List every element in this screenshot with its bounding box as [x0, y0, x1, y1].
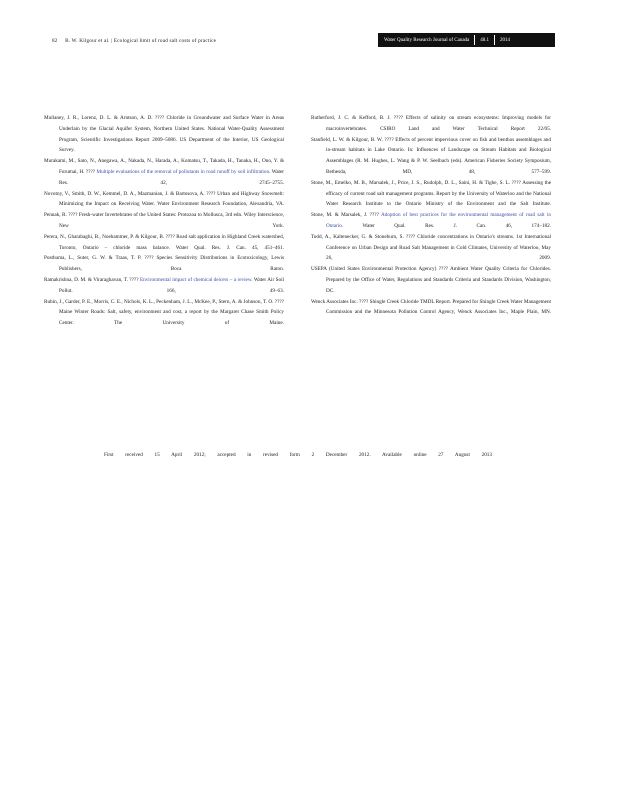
- reference-text: USEPA (United States Environmental Protection Agency) ???? Ambient Water Quality Criteria for Chlorides. Prepared by the Office of Water, Regulations and Standards Criteria and Standards Division, Washington, DC.: [311, 266, 551, 294]
- reference-entry: [44, 210, 284, 232]
- reference-text: Pennak, R. ???? Fresh-water Invertebrates of the United States: Protozoa to Mollusca, 3rd edn. Wiley Interscience, New York.: [44, 212, 284, 229]
- reference-text: Mullaney, J. R., Lorenz, D. L. & Arntson, A. D. ???? Chloride in Groundwater and Surface Water in Areas Underlain by the Glacial Aquifer System, Northern United States. National Water-Quality Assessment Program, Scientific Investigations Report 2009–5086. US Department of the Interior, US Geological Survey.: [44, 115, 284, 154]
- reference-text: Stone, M., Emelko, M. B., Marsalek, J., Price, J. S., Rudolph, D. L., Saini, H. & Tighe, S. L. ???? Assessing the efficacy of current road salt management programs. Report by the University of Waterloo and the National Water Research Institute to the Ontario Ministry of the Environment and the Salt Institute.: [311, 179, 551, 208]
- reference-text: Todd, A., Kaltenecker, G. & Stoneburn, S. ???? Chloride concentrations in Ontario's streams. 1st International Conference on Urban Design and Road Salt Management in Cold Climates, University of Waterloo, May 26, 2009.: [311, 233, 551, 262]
- reference-text: Posthuma, L., Suter, G. W. & Traas, T. P. ???? Species Sensitivity Distributions in Ecotoxicology, Lewis Publishers, Boca Raton.: [44, 255, 284, 273]
- reference-text: Stone, M. & Marsalek, J. ????: [311, 212, 381, 219]
- banner-divider: [494, 35, 495, 45]
- reference-entry: [44, 297, 284, 329]
- reference-entry: [311, 297, 551, 319]
- reference-entry: [311, 232, 551, 264]
- journal-year: 2014: [500, 37, 511, 43]
- reference-text: Rutherford, J. C. & Kefford, B. J. ???? Effects of salinity on stream ecosystems: Improving models for macroinvertebrates. CSIRO Land and Water Technical Report 22/05.: [311, 115, 551, 132]
- reference-entry: [311, 264, 551, 296]
- reference-entry: [44, 275, 284, 297]
- reference-entry: [44, 156, 284, 188]
- reference-entry: [311, 178, 551, 210]
- reference-text: Wenck Associates Inc. ???? Shingle Creek Chloride TMDL Report. Prepared for Shingle Creek Water Management Commission and the Minnesota Pollution Control Agency, Wenck Associates Inc., Maple Plain, MN.: [311, 298, 551, 316]
- journal-banner: [378, 33, 555, 47]
- reference-entry: [311, 113, 551, 135]
- reference-link[interactable]: Environmental impact of chemical deicers – a review: [139, 276, 252, 283]
- journal-name: Water Quality Research Journal of Canada: [384, 37, 470, 43]
- reference-text: Ramakrishna, D. M. & Viraraghavan, T. ????: [44, 276, 140, 283]
- running-title: B. W. Kilgour et al. | Ecological limit of road salt costs of practice: [65, 38, 217, 44]
- reference-text: Novotny, V., Smith, D. W., Kemmel, D. A., Mazmanian, J. & Bartosova, A. ???? Urban and Highway Snowmelt: Minimizing the Impact on Receiving Water. Water Environment Research Foundation, Alexandria, VA.: [44, 190, 284, 208]
- references-right-column: [311, 113, 551, 318]
- references-left-column: [44, 113, 284, 329]
- reference-entry: [44, 253, 284, 275]
- reference-text: Murakami, M., Sato, N., Anegawa, A., Nakada, N., Harada, A., Komatsu, T., Takada, H., Tanaka, H., Ono, Y. & Furumai, H. ????: [44, 158, 284, 175]
- banner-divider: [474, 35, 475, 45]
- reference-source: . Water Qual. Res. J. Can. 46, 174–182.: [341, 222, 551, 229]
- journal-volume: 48.1: [480, 37, 490, 43]
- reference-entry: [44, 189, 284, 211]
- received-dates: First received 15 April 2012; accepted in revised form 2 December 2012. Available online 27 August 2013: [104, 452, 492, 458]
- page-number: 82: [52, 38, 58, 44]
- reference-source: . Water Air Soil Pollut. 166, 49–63.: [59, 276, 284, 294]
- reference-link[interactable]: Multiple evaluations of the removal of pollutants in road runoff by soil infiltration: [96, 168, 270, 175]
- reference-entry: [311, 135, 551, 178]
- running-header: [52, 38, 222, 44]
- reference-entry: [44, 113, 284, 156]
- reference-entry: [44, 232, 284, 254]
- reference-text: Stanfield, L. W. & Kilgour, B. W. ???? Effects of percent impervious cover on fish and benthos assemblages and in-stream habitats in Lake Ontario. In: Influences of Landscape on Stream Habitats and Biological Assemblages (R. M. Hughes, L. Wang & P. W. Seelbach (eds). American Fisheries Society Symposium, Bethesda, MD, 48, 577–599.: [311, 136, 551, 175]
- reference-text: Perera, N., Gharabaghi, B., Noehammer, P. & Kilgour, B. ???? Road salt application in Highland Creek watershed, Toronto, Ontario – chloride mass balance. Water Qual. Res. J. Can. 45, 451–461.: [44, 233, 284, 251]
- reference-link[interactable]: Adoption of best practices for the environmental management of road salt in Ontario: [326, 212, 551, 229]
- reference-source: . Water Res. 42, 2745–2755.: [59, 168, 284, 186]
- reference-text: Rubin, J., Garder, P. E., Morris, C. E., Nichols, K. L., Peckenham, J. L., McKee, P., Stern, A. & Johnson, T. O. ???? Maine Winter Roads: Salt, safety, environment and cost, a report by the Margaret Chase Smith Policy Center. The University of Maine.: [44, 298, 284, 327]
- reference-entry: [311, 210, 551, 232]
